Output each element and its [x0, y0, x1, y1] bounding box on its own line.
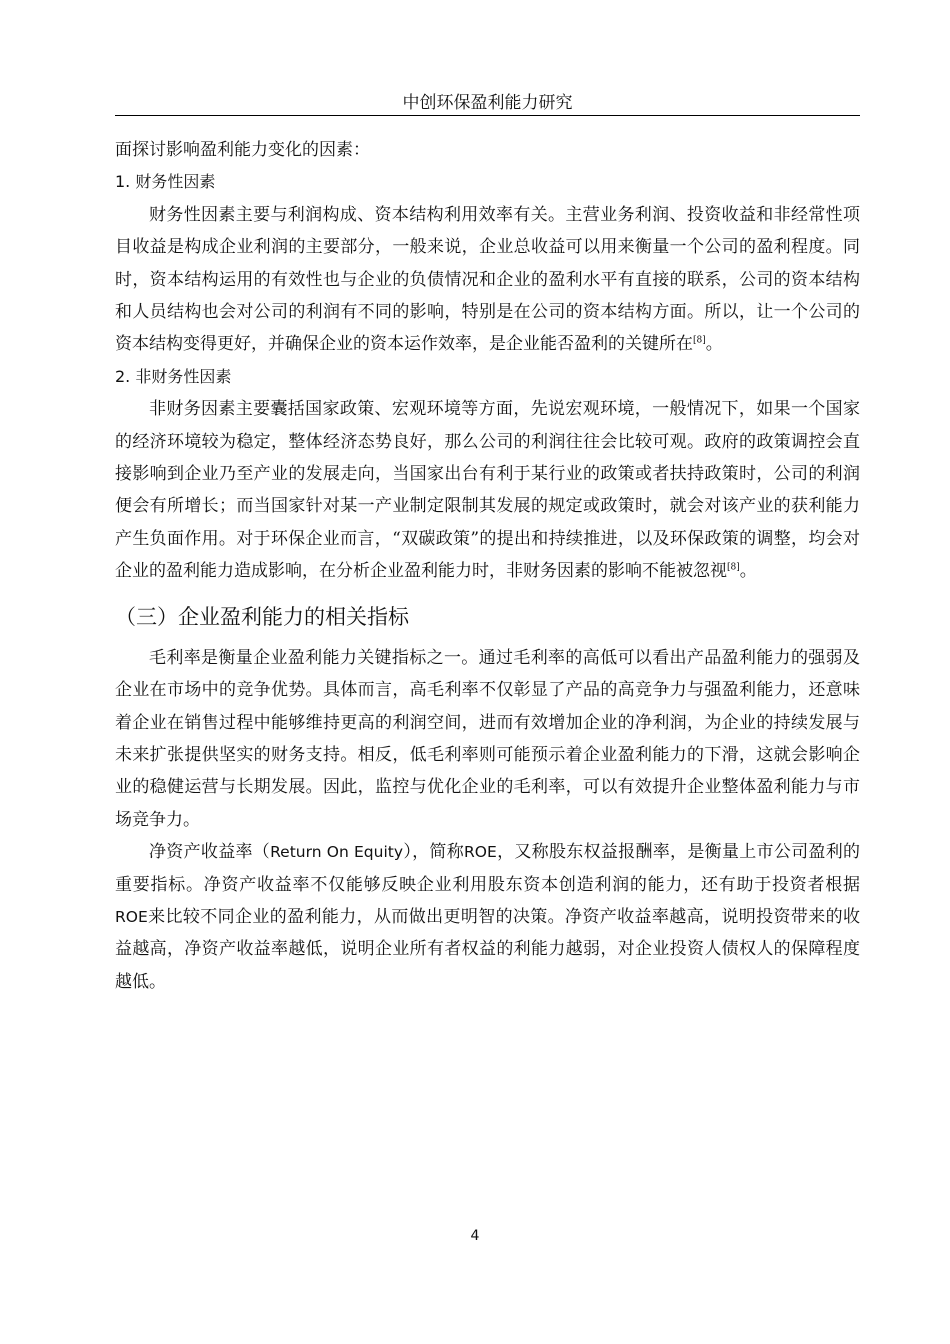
header-rule [115, 115, 860, 116]
running-header: 中创环保盈利能力研究 [402, 93, 573, 113]
intro-line: 面探讨影响盈利能力变化的因素： [115, 140, 370, 160]
roe-abbr-2: ROE [115, 907, 148, 926]
roe-text-b: ），简称 [403, 842, 465, 863]
factor2-heading: 2. 非财务性因素 [115, 366, 232, 386]
factor1-citation: [8] [693, 335, 706, 346]
body-content [115, 134, 860, 998]
roe-abbr-1: ROE [464, 843, 497, 862]
factor2-text: 非财务因素主要囊括国家政策、宏观环境等方面，先说宏观环境，一般情况下，如果一个国家的经济环境较为稳定，整体经济态势良好，那么公司的利润往往会比较可观。政府的政策调控会直接影响到企业乃至产业的发展走向，当国家出台有利于某行业的政策或者扶持政策时，公司的利润便会有所增长；而当国家针对某一产业制定限制其发展的规定或政策时，就会对该产业的获利能力产生负面作用。对于环保企业而言，“双碳政策”的提出和持续推进，以及环保政策的调整，均会对企业的盈利能力造成影响，在分析企业盈利能力时，非财务因素的影响不能被忽视 [115, 399, 860, 582]
roe-text-a: 净资产收益率（ [149, 842, 271, 863]
factor1-heading: 1. 财务性因素 [115, 172, 216, 192]
roe-text-d: 来比较不同企业的盈利能力，从而做出更明智的决策。净资产收益率越高，说明投资带来的收益越高，净资产收益率越低，说明企业所有者权益的利能力越弱，对企业投资人债权人的保障程度越低。 [115, 906, 860, 992]
page-number: 4 [470, 1228, 480, 1244]
factor1-paragraph [115, 199, 860, 361]
roe-paragraph [115, 836, 860, 998]
roe-text-c: ，又称股东权益报酬率，是衡量上市公司盈利的重要指标。净资产收益率不仅能够反映企业利用股东资本创造利润的能力，还有助于投资者根据 [115, 842, 861, 895]
gross-margin-paragraph: 毛利率是衡量企业盈利能力关键指标之一。通过毛利率的高低可以看出产品盈利能力的强弱及企业在市场中的竞争优势。具体而言，高毛利率不仅彰显了产品的高竞争力与强盈利能力，还意味着企业在销售过程中能够维持更高的利润空间，进而有效增加企业的净利润，为企业的持续发展与未来扩张提供坚实的财务支持。相反，低毛利率则可能预示着企业盈利能力的下滑，这就会影响企业的稳健运营与长期发展。因此，监控与优化企业的毛利率，可以有效提升企业整体盈利能力与市场竞争力。 [115, 647, 860, 830]
factor2-citation: [8] [727, 562, 740, 573]
roe-english-term: Return On Equity [270, 843, 404, 862]
section-title: （三）企业盈利能力的相关指标 [115, 604, 409, 629]
factor1-end: 。 [705, 334, 723, 355]
factor2-paragraph [115, 393, 860, 587]
factor2-end: 。 [739, 561, 757, 582]
factor1-text: 财务性因素主要与利润构成、资本结构利用效率有关。主营业务利润、投资收益和非经常性项目收益是构成企业利润的主要部分，一般来说，企业总收益可以用来衡量一个公司的盈利程度。同时，资本结构运用的有效性也与企业的负债情况和企业的盈利水平有直接的联系，公司的资本结构和人员结构也会对公司的利润有不同的影响，特别是在公司的资本结构方面。所以，让一个公司的资本结构变得更好，并确保企业的资本运作效率，是企业能否盈利的关键所在 [115, 204, 860, 355]
